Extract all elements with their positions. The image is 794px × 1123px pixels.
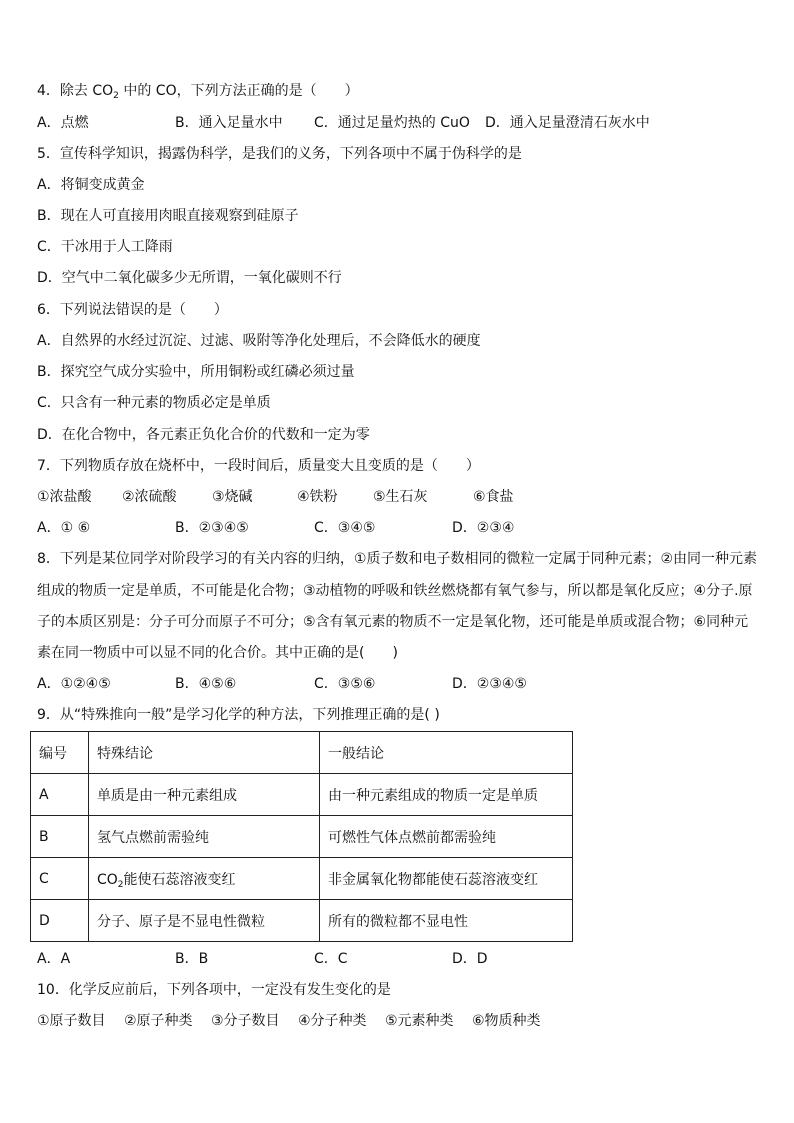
q5-option-b: B．现在人可直接用肉眼直接观察到硅原子 <box>37 208 299 224</box>
q9-option-d: D．D <box>452 951 488 967</box>
table-cell: 单质是由一种元素组成 <box>89 774 320 816</box>
q6-option-d: D．在化合物中，各元素正负化合价的代数和一定为零 <box>37 427 370 443</box>
q8-stem-line-1: 8．下列是某位同学对阶段学习的有关内容的归纳，①质子数和电子数相同的微粒一定属于同种元素；②由同一种元素 <box>37 551 758 567</box>
q4-stem-subscript: 2 <box>113 91 119 101</box>
q7-item-5: ⑤生石灰 <box>373 489 428 505</box>
q10-item-1: ①原子数目 <box>37 1013 106 1029</box>
table-cell: 所有的微粒都不显电性 <box>320 900 573 942</box>
q8-stem-line-4: 素在同一物质中可以显不同的化合价。其中正确的是( ) <box>37 645 398 661</box>
q9-option-c: C．C <box>314 951 348 967</box>
table-cell: 可燃性气体点燃前都需验纯 <box>320 816 573 858</box>
q8-option-b: B．④⑤⑥ <box>175 676 237 692</box>
q10-item-2: ②原子种类 <box>124 1013 193 1029</box>
table-row <box>31 816 573 858</box>
q4-option-d: D．通入足量澄清石灰水中 <box>485 115 650 131</box>
q4-option-a: A．点燃 <box>37 115 89 131</box>
q10-item-3: ③分子数目 <box>211 1013 280 1029</box>
q7-option-a: A．① ⑥ <box>37 520 91 536</box>
q5-option-a: A．将铜变成黄金 <box>37 177 145 193</box>
q8-option-c: C．③⑤⑥ <box>314 676 376 692</box>
table-row <box>31 858 573 900</box>
table-header-cell: 一般结论 <box>320 732 573 774</box>
q5-stem: 5．宣传科学知识，揭露伪科学，是我们的义务，下列各项中不属于伪科学的是 <box>37 146 522 162</box>
q4-option-c: C．通过足量灼热的 CuO <box>314 115 470 131</box>
table-cell: 由一种元素组成的物质一定是单质 <box>320 774 573 816</box>
q6-stem: 6．下列说法错误的是（ ） <box>37 302 228 318</box>
q6-option-c: C．只含有一种元素的物质必定是单质 <box>37 395 271 411</box>
table-row <box>31 900 573 942</box>
q7-option-b: B．②③④⑤ <box>175 520 249 536</box>
table-cell: 非金属氧化物都能使石蕊溶液变红 <box>320 858 573 900</box>
table-cell: 氢气点燃前需验纯 <box>89 816 320 858</box>
table-row <box>31 774 573 816</box>
q4-option-b: B．通入足量水中 <box>175 115 283 131</box>
q10-item-6: ⑥物质种类 <box>472 1013 541 1029</box>
q7-stem: 7．下列物质存放在烧杯中，一段时间后，质量变大且变质的是（ ） <box>37 458 480 474</box>
table-cell-text: 能使石蕊溶液变红 <box>123 871 236 888</box>
q8-stem-line-2: 组成的物质一定是单质，不可能是化合物；③动植物的呼吸和铁丝燃烧都有氧气参与，所以都是氧化反应；④分子.原 <box>37 583 753 599</box>
co2-formula: CO <box>97 871 118 888</box>
table-cell: C <box>31 858 89 900</box>
q9-option-b: B．B <box>175 951 209 967</box>
q4-stem-part2: 中的 CO，下列方法正确的是（ ） <box>118 83 359 99</box>
q10-stem: 10．化学反应前后，下列各项中，一定没有发生变化的是 <box>37 982 391 998</box>
q10-item-4: ④分子种类 <box>298 1013 367 1029</box>
table-header-cell: 编号 <box>31 732 89 774</box>
q7-item-6: ⑥食盐 <box>473 489 514 505</box>
q9-table <box>30 731 573 942</box>
q8-option-a: A．①②④⑤ <box>37 676 111 692</box>
q4-stem-part1: 4．除去 CO <box>37 83 114 99</box>
q5-option-d: D．空气中二氧化碳多少无所谓，一氧化碳则不行 <box>37 270 342 286</box>
q5-option-c: C．干冰用于人工降雨 <box>37 239 173 255</box>
q7-item-4: ④铁粉 <box>297 489 338 505</box>
table-header-row <box>31 732 573 774</box>
q7-item-2: ②浓硫酸 <box>122 489 177 505</box>
table-cell <box>89 858 320 900</box>
table-cell: A <box>31 774 89 816</box>
q9-option-a: A．A <box>37 951 71 967</box>
q6-option-a: A．自然界的水经过沉淀、过滤、吸附等净化处理后，不会降低水的硬度 <box>37 333 481 349</box>
table-cell: D <box>31 900 89 942</box>
q7-item-3: ③烧碱 <box>212 489 253 505</box>
q7-option-c: C．③④⑤ <box>314 520 376 536</box>
co2-subscript: 2 <box>117 879 124 890</box>
q8-stem-line-3: 子的本质区别是：分子可分而原子不可分；⑤含有氧元素的物质不一定是氧化物，还可能是单质或混合物；⑥同种元 <box>37 614 749 630</box>
q7-option-d: D．②③④ <box>452 520 515 536</box>
q4-stem <box>37 82 359 100</box>
q7-item-1: ①浓盐酸 <box>37 489 92 505</box>
table-cell: B <box>31 816 89 858</box>
table-header-cell: 特殊结论 <box>89 732 320 774</box>
q10-item-5: ⑤元素种类 <box>385 1013 454 1029</box>
table-cell: 分子、原子是不显电性微粒 <box>89 900 320 942</box>
q6-option-b: B．探究空气成分实验中，所用铜粉或红磷必须过量 <box>37 364 355 380</box>
q8-option-d: D．②③④⑤ <box>452 676 527 692</box>
q9-stem: 9．从“特殊推向一般”是学习化学的种方法，下列推理正确的是( ) <box>37 707 440 723</box>
